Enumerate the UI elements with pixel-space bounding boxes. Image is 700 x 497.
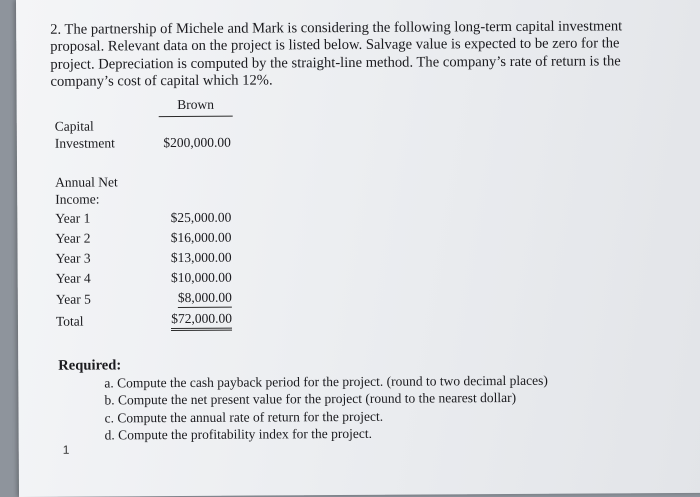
year-5-value: $8,000.00 [178,289,232,308]
year-5-label: Year 5 [55,291,91,307]
year-2-label: Year 2 [55,230,91,246]
required-item-a: a. Compute the cash payback period for the project. (round to two decimal places) [104,372,548,391]
income-label-line1: Annual Net [55,174,118,190]
year-2-value: $16,000.00 [170,229,232,246]
year-4-value: $10,000.00 [170,269,232,286]
required-item-b: b. Compute the net present value for the project (round to the nearest dollar) [104,390,517,408]
year-3-label: Year 3 [55,250,91,266]
required-item-c: c. Compute the annual rate of return for the project. [104,408,384,426]
capital-label-line1: Capital [54,118,94,134]
total-label: Total [55,313,84,329]
paper-sheet [16,0,700,497]
required-item-d: d. Compute the profitability index for the project. [104,426,373,443]
required-list [104,372,548,444]
income-label-line2: Income: [55,191,100,207]
capital-investment-label [55,117,115,151]
capital-investment-value: $200,000.00 [163,134,231,151]
page-number: 1 [62,442,70,457]
year-1-label: Year 1 [55,210,91,226]
problem-statement: 2. The partnership of Michele and Mark is considering the following long-term capital investment proposal. Relevant data on the project is listed below. Salvage value is expected to be zero for the project. Depreciation is computed by the straight-line method. The company’s rate of return is the company’s cost of capital which 12%. [50,18,623,91]
column-header-brown: Brown [159,97,233,117]
capital-label-line2: Investment [54,135,115,151]
year-4-label: Year 4 [55,270,91,286]
year-1-value: $25,000.00 [170,209,232,226]
total-value: $72,000.00 [171,310,232,331]
year-3-value: $13,000.00 [170,249,232,266]
annual-net-income-label [55,173,118,207]
required-heading: Required: [58,357,122,374]
